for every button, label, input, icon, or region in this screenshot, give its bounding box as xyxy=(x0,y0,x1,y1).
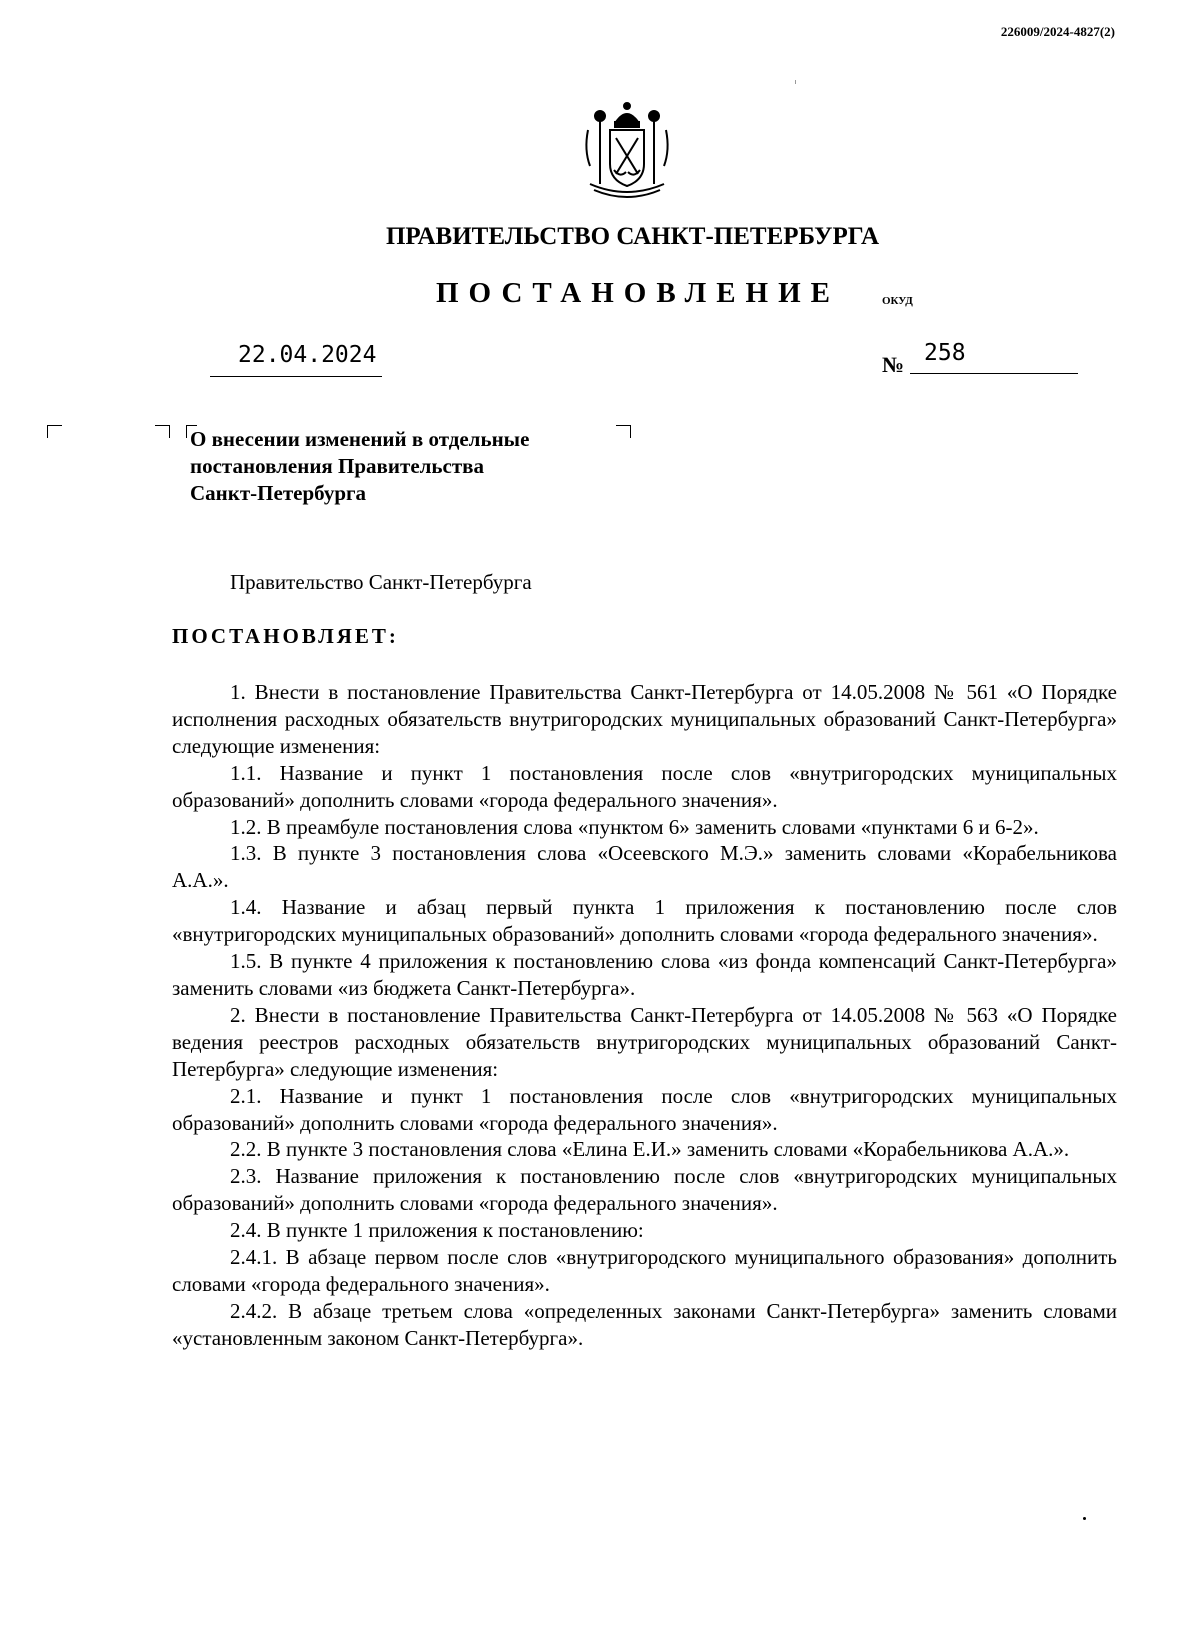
paragraph: 1.1. Название и пункт 1 постановления после слов «внутригородских муниципальных образований» дополнить словами «города федерального значения». xyxy=(172,760,1117,812)
paragraph: 2.2. В пункте 3 постановления слова «Елина Е.И.» заменить словами «Корабельникова А.А.». xyxy=(230,1137,1070,1162)
corner-mark xyxy=(47,425,62,438)
subject-line: постановления Правительства xyxy=(190,454,484,478)
resolves-heading: ПОСТАНОВЛЯЕТ: xyxy=(172,624,399,648)
issuing-body: Правительство Санкт-Петербурга xyxy=(230,570,532,594)
number-label: № xyxy=(882,352,905,377)
scan-mark xyxy=(795,80,796,84)
scan-dot xyxy=(1083,1517,1086,1520)
paragraph: 1.3. В пункте 3 постановления слова «Осеевского М.Э.» заменить словами «Корабельникова А.А.». xyxy=(172,841,1117,893)
document-type: ПОСТАНОВЛЕНИЕ xyxy=(436,277,841,309)
paragraph: 1.5. В пункте 4 приложения к постановлению слова «из фонда компенсаций Санкт-Петербурга» заменить словами «из бюджета Санкт-Петербурга». xyxy=(172,949,1117,1000)
corner-mark xyxy=(155,425,170,438)
paragraph: 2.3. Название приложения к постановлению после слов «внутригородских муниципальных образований» дополнить словами «города федерального значения». xyxy=(172,1164,1117,1216)
document-number: 258 xyxy=(924,340,966,366)
paragraph: 2.4.1. В абзаце первом после слов «внутригородского муниципального образования» дополнить словами «города федерального значения». xyxy=(172,1245,1117,1296)
paragraph: 1. Внести в постановление Правительства Санкт-Петербурга от 14.05.2008 № 561 «О Порядке исполнения расходных обязательств внутригородских муниципальных образований Санкт-Петербурга» следующие изменения: xyxy=(172,680,1117,758)
document-date: 22.04.2024 xyxy=(238,342,377,368)
number-underline xyxy=(910,373,1078,374)
government-title: ПРАВИТЕЛЬСТВО САНКТ-ПЕТЕРБУРГА xyxy=(385,223,880,250)
corner-mark xyxy=(616,425,631,438)
paragraph: 1.4. Название и абзац первый пункта 1 приложения к постановлению после слов «внутригородских муниципальных образований» дополнить словами «города федерального значения». xyxy=(172,895,1117,947)
okud-label: ОКУД xyxy=(882,295,913,307)
subject-line: О внесении изменений в отдельные xyxy=(190,427,530,451)
date-underline xyxy=(210,376,382,377)
paragraph: 2.4. В пункте 1 приложения к постановлению: xyxy=(230,1218,644,1243)
document-body xyxy=(172,679,1117,1352)
document-subject xyxy=(190,426,529,507)
paragraph: 1.2. В преамбуле постановления слова «пунктом 6» заменить словами «пунктами 6 и 6-2». xyxy=(230,814,1039,839)
subject-line: Санкт-Петербурга xyxy=(190,481,367,505)
spb-coat-of-arms-icon xyxy=(580,100,674,204)
paragraph: 2.4.2. В абзаце третьем слова «определенных законами Санкт-Петербурга» заменить словами «установленным законом Санкт-Петербурга». xyxy=(172,1298,1117,1350)
paragraph: 2.1. Название и пункт 1 постановления после слов «внутригородских муниципальных образований» дополнить словами «города федерального значения». xyxy=(172,1083,1117,1135)
registration-number: 226009/2024-4827(2) xyxy=(1000,24,1115,39)
paragraph: 2. Внести в постановление Правительства Санкт-Петербурга от 14.05.2008 № 563 «О Порядке ведения реестров расходных обязательств внутригородских муниципальных образований Санкт-Петербурга» следующие изменения: xyxy=(172,1002,1117,1081)
